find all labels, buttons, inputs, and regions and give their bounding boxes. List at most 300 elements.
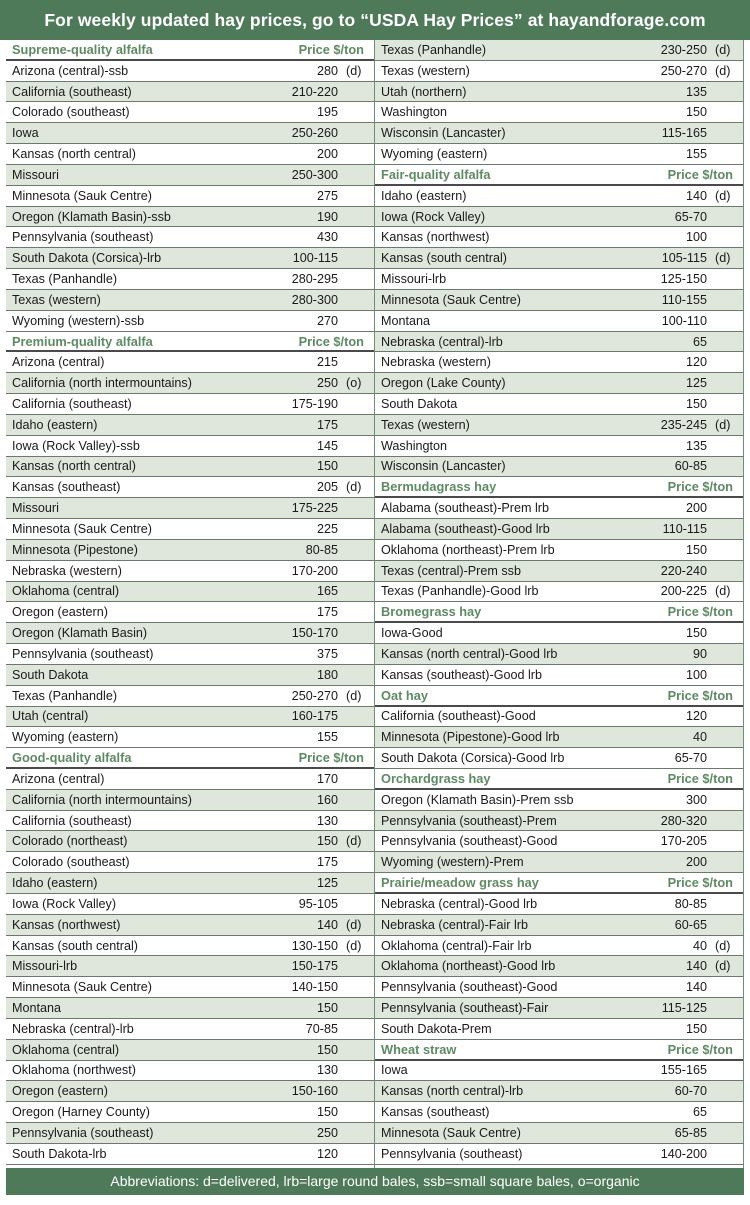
region-name: Missouri-lrb	[12, 959, 78, 974]
table-row	[6, 852, 374, 873]
region-name: Idaho (eastern)	[12, 876, 98, 891]
region-name: Missouri	[12, 501, 59, 516]
delivery-note: (d)	[715, 417, 731, 432]
table-row	[6, 61, 374, 82]
table-row	[375, 1019, 743, 1040]
table-row	[6, 1081, 374, 1102]
table-row	[375, 936, 743, 957]
region-name: Oklahoma (northeast)-Prem lrb	[381, 542, 555, 557]
delivery-note: (d)	[715, 938, 731, 953]
price-value: 140	[685, 188, 707, 203]
price-value: 165	[316, 584, 338, 599]
region-name: Pennsylvania (southeast)	[381, 1146, 523, 1161]
price-value: 130-150	[291, 938, 338, 953]
delivery-note: (d)	[346, 938, 362, 953]
region-name: Utah (northern)	[381, 84, 467, 99]
price-value: 40	[692, 938, 707, 953]
region-name: Wisconsin (Lancaster)	[381, 459, 506, 474]
section-title: Prairie/meadow grass hay	[381, 875, 539, 891]
delivery-note: (d)	[715, 251, 731, 266]
price-value: 125-150	[660, 272, 707, 287]
table-row	[6, 82, 374, 103]
region-name: Oregon (Lake County)	[381, 376, 506, 391]
price-value: 300	[685, 792, 707, 807]
table-row	[6, 915, 374, 936]
region-name: Utah (central)	[12, 709, 89, 724]
region-name: Oregon (Klamath Basin)-Prem ssb	[381, 792, 574, 807]
table-row	[6, 665, 374, 686]
price-value: 100-110	[661, 313, 707, 328]
price-column-label: Price $/ton	[667, 875, 733, 891]
price-column-label: Price $/ton	[667, 604, 733, 620]
table-row	[6, 977, 374, 998]
price-value: 80-85	[305, 542, 338, 557]
table-row	[6, 936, 374, 957]
price-value: 140	[316, 917, 338, 932]
price-value: 160-175	[291, 709, 338, 724]
region-name: Kansas (north central)	[12, 459, 136, 474]
price-value: 230-250	[660, 42, 707, 57]
price-column-label: Price $/ton	[667, 166, 733, 182]
table-row	[6, 394, 374, 415]
table-row	[375, 498, 743, 519]
price-value: 125	[685, 376, 707, 391]
price-value: 275	[316, 188, 338, 203]
table-row	[6, 873, 374, 894]
table-row	[6, 811, 374, 832]
region-name: Washington	[381, 105, 448, 120]
right-column	[375, 40, 744, 1168]
table-row	[375, 394, 743, 415]
region-name: Texas (Panhandle)	[12, 272, 118, 287]
region-name: Pennsylvania (southeast)-Good	[381, 980, 558, 995]
table-row	[6, 790, 374, 811]
table-row	[6, 831, 374, 852]
table-row	[375, 269, 743, 290]
price-value: 115-165	[661, 126, 707, 141]
price-value: 155	[685, 147, 707, 162]
region-name: Nebraska (western)	[12, 563, 122, 578]
table-row	[375, 540, 743, 561]
table-row	[6, 227, 374, 248]
delivery-note: (d)	[715, 188, 731, 203]
price-value: 140	[685, 980, 707, 995]
region-name: Arizona (central)	[12, 771, 105, 786]
table-row	[6, 1040, 374, 1061]
region-name: Nebraska (central)-Fair lrb	[381, 917, 528, 932]
table-row	[6, 623, 374, 644]
region-name: Oklahoma (central)-Fair lrb	[381, 938, 532, 953]
price-value: 110-115	[662, 521, 707, 536]
table-row	[6, 686, 374, 707]
left-column	[6, 40, 375, 1168]
price-table	[6, 40, 744, 1168]
table-row	[6, 123, 374, 144]
region-name: Arizona (central)	[12, 355, 105, 370]
price-value: 215	[316, 355, 338, 370]
region-name: Nebraska (central)-Good lrb	[381, 896, 538, 911]
price-value: 170-205	[660, 834, 707, 849]
price-value: 120	[685, 709, 707, 724]
table-row	[6, 165, 374, 186]
section-title: Wheat straw	[381, 1041, 457, 1057]
price-value: 250-260	[291, 126, 338, 141]
region-name: Minnesota (Sauk Centre)	[12, 980, 152, 995]
table-row	[6, 352, 374, 373]
delivery-note: (d)	[346, 834, 362, 849]
table-row	[6, 894, 374, 915]
table-row	[375, 1061, 743, 1082]
price-value: 135	[685, 84, 707, 99]
table-row	[6, 290, 374, 311]
region-name: South Dakota	[12, 667, 89, 682]
delivery-note: (d)	[346, 63, 362, 78]
price-value: 280-295	[291, 272, 338, 287]
price-value: 150	[316, 459, 338, 474]
price-column-label: Price $/ton	[298, 333, 364, 349]
price-value: 130	[316, 1063, 338, 1078]
banner-title: For weekly updated hay prices, go to “USDA Hay Prices” at hayandforage.com	[0, 0, 750, 40]
price-value: 65-70	[674, 209, 707, 224]
price-value: 250-270	[291, 688, 338, 703]
region-name: Minnesota (Sauk Centre)	[381, 292, 521, 307]
region-name: Washington	[381, 438, 448, 453]
table-row	[375, 102, 743, 123]
table-row	[375, 707, 743, 728]
price-value: 150	[316, 1105, 338, 1120]
region-name: Oklahoma (central)	[12, 1042, 120, 1057]
price-value: 150	[316, 834, 338, 849]
table-row	[375, 561, 743, 582]
region-name: Wyoming (western)-ssb	[12, 313, 145, 328]
table-row	[6, 498, 374, 519]
region-name: Pennsylvania (southeast)	[12, 646, 154, 661]
price-value: 100	[685, 667, 707, 682]
price-value: 150	[316, 1001, 338, 1015]
region-name: Kansas (northwest)	[12, 917, 121, 932]
table-row	[375, 644, 743, 665]
region-name: Wyoming (eastern)	[381, 147, 488, 162]
price-value: 150	[685, 542, 707, 557]
price-value: 155	[316, 730, 338, 745]
region-name: Iowa (Rock Valley)	[381, 209, 486, 224]
price-value: 270	[316, 313, 338, 328]
price-value: 175	[316, 855, 338, 870]
price-value: 80-85	[674, 896, 707, 911]
region-name: Pennsylvania (southeast)	[12, 230, 154, 245]
section-header	[6, 332, 374, 353]
table-row	[375, 415, 743, 436]
table-row	[375, 748, 743, 769]
section-header	[375, 873, 743, 894]
region-name: Kansas (north central)-lrb	[381, 1084, 524, 1099]
table-row	[6, 457, 374, 478]
price-value: 150	[685, 396, 707, 411]
table-row	[6, 415, 374, 436]
table-row	[375, 311, 743, 332]
price-value: 250-270	[660, 63, 707, 78]
region-name: Nebraska (western)	[381, 355, 491, 370]
abbreviations-footer: Abbreviations: d=delivered, lrb=large round bales, ssb=small square bales, o=organic	[6, 1168, 744, 1195]
price-value: 65	[692, 1105, 707, 1120]
table-row	[6, 186, 374, 207]
price-value: 195	[316, 105, 338, 120]
region-name: Texas (Panhandle)	[12, 688, 118, 703]
price-value: 60-85	[674, 459, 707, 474]
delivery-note: (d)	[346, 480, 362, 495]
price-value: 430	[316, 230, 338, 245]
region-name: Wisconsin (Lancaster)	[381, 126, 506, 141]
price-value: 65	[692, 334, 707, 349]
delivery-note: (d)	[346, 688, 362, 703]
section-title: Supreme-quality alfalfa	[12, 41, 153, 57]
table-row	[6, 727, 374, 748]
price-value: 200	[685, 501, 707, 516]
price-value: 280-300	[291, 292, 338, 307]
delivery-note: (d)	[715, 63, 731, 78]
price-value: 60-70	[674, 1084, 707, 1099]
region-name: Kansas (southeast)-Good lrb	[381, 667, 543, 682]
table-row	[6, 436, 374, 457]
price-value: 205	[316, 480, 338, 495]
region-name: South Dakota (Corsica)-lrb	[12, 251, 162, 266]
region-name: Texas (western)	[381, 63, 470, 78]
table-row	[6, 373, 374, 394]
table-row	[375, 436, 743, 457]
region-name: Kansas (north central)	[12, 147, 136, 162]
region-name: Missouri	[12, 167, 59, 182]
table-row	[375, 790, 743, 811]
table-row	[375, 1102, 743, 1123]
region-name: Pennsylvania (southeast)-Good	[381, 834, 558, 849]
region-name: Wyoming (western)-Prem	[381, 855, 524, 870]
price-value: 170	[316, 771, 338, 786]
table-row	[375, 831, 743, 852]
table-row	[6, 602, 374, 623]
table-row	[6, 102, 374, 123]
table-row	[375, 1144, 743, 1165]
region-name: Texas (central)-Prem ssb	[381, 563, 521, 578]
table-row	[6, 998, 374, 1019]
table-row	[6, 1061, 374, 1082]
table-row	[375, 207, 743, 228]
region-name: South Dakota-lrb	[12, 1146, 107, 1161]
region-name: Alabama (southeast)-Good lrb	[381, 521, 550, 536]
price-value: 140-200	[660, 1146, 707, 1161]
region-name: Kansas (northwest)	[381, 230, 490, 245]
region-name: Nebraska (central)-lrb	[12, 1021, 134, 1036]
table-row	[375, 665, 743, 686]
region-name: Alabama (southeast)-Prem lrb	[381, 501, 549, 516]
region-name: Minnesota (Sauk Centre)	[381, 1125, 521, 1140]
price-value: 100	[685, 230, 707, 245]
section-header	[375, 602, 743, 623]
price-column-label: Price $/ton	[298, 750, 364, 766]
table-row	[375, 457, 743, 478]
price-value: 40	[692, 730, 707, 745]
table-row	[375, 227, 743, 248]
price-value: 90	[692, 646, 707, 661]
table-row	[375, 1081, 743, 1102]
table-row	[6, 540, 374, 561]
section-title: Premium-quality alfalfa	[12, 333, 153, 349]
price-value: 160	[316, 792, 338, 807]
table-row	[6, 707, 374, 728]
table-row	[375, 623, 743, 644]
delivery-note: (d)	[715, 959, 731, 974]
region-name: Iowa	[12, 126, 39, 141]
table-row	[6, 956, 374, 977]
region-name: Oregon (Klamath Basin)	[12, 626, 148, 641]
price-value: 120	[316, 1146, 338, 1161]
price-value: 190	[316, 209, 338, 224]
table-row	[375, 582, 743, 603]
table-row	[6, 519, 374, 540]
table-row	[6, 311, 374, 332]
table-row	[6, 207, 374, 228]
table-row	[6, 1144, 374, 1165]
table-row	[375, 998, 743, 1019]
price-value: 140	[685, 959, 707, 974]
region-name: Colorado (northeast)	[12, 834, 128, 849]
section-header	[6, 40, 374, 61]
price-value: 95-105	[298, 896, 338, 911]
section-header	[375, 686, 743, 707]
price-value: 100-115	[292, 251, 338, 266]
section-header	[375, 477, 743, 498]
price-value: 150-175	[291, 959, 338, 974]
table-row	[375, 40, 743, 61]
price-value: 375	[316, 646, 338, 661]
region-name: Idaho (eastern)	[12, 417, 98, 432]
price-value: 125	[316, 876, 338, 891]
price-value: 200	[316, 147, 338, 162]
price-value: 175	[316, 417, 338, 432]
table-row	[6, 769, 374, 790]
region-name: Montana	[381, 313, 431, 328]
region-name: Nebraska (central)-lrb	[381, 334, 503, 349]
table-row	[6, 1102, 374, 1123]
table-row	[375, 248, 743, 269]
price-value: 150	[316, 1042, 338, 1057]
table-row	[6, 144, 374, 165]
price-value: 130	[316, 813, 338, 828]
section-title: Good-quality alfalfa	[12, 750, 132, 766]
table-row	[375, 915, 743, 936]
region-name: Oklahoma (central)	[12, 584, 120, 599]
region-name: Kansas (southeast)	[381, 1105, 490, 1120]
region-name: Missouri-lrb	[381, 272, 447, 287]
price-value: 60-65	[674, 917, 707, 932]
table-row	[375, 519, 743, 540]
region-name: Minnesota (Sauk Centre)	[12, 521, 152, 536]
region-name: Minnesota (Sauk Centre)	[12, 188, 152, 203]
price-value: 145	[316, 438, 338, 453]
price-value: 65-85	[674, 1125, 707, 1140]
region-name: Kansas (south central)	[12, 938, 138, 953]
region-name: Texas (Panhandle)	[381, 42, 487, 57]
table-row	[6, 644, 374, 665]
price-value: 170-200	[291, 563, 338, 578]
price-column-label: Price $/ton	[667, 770, 733, 786]
price-value: 280-320	[660, 813, 707, 828]
region-name: South Dakota	[381, 396, 458, 411]
price-column-label: Price $/ton	[667, 479, 733, 495]
table-row	[6, 477, 374, 498]
region-name: Colorado (southeast)	[12, 855, 130, 870]
region-name: Montana	[12, 1001, 62, 1015]
price-value: 150	[685, 1021, 707, 1036]
section-header	[375, 1040, 743, 1061]
price-value: 150-170	[291, 626, 338, 641]
table-row	[375, 144, 743, 165]
section-title: Bromegrass hay	[381, 604, 482, 620]
region-name: Oklahoma (northeast)-Good lrb	[381, 959, 556, 974]
table-row	[375, 727, 743, 748]
price-value: 220-240	[660, 563, 707, 578]
table-row	[375, 352, 743, 373]
table-row	[375, 1123, 743, 1144]
section-title: Fair-quality alfalfa	[381, 166, 491, 182]
price-value: 70-85	[305, 1021, 338, 1036]
table-row	[375, 82, 743, 103]
section-header	[375, 769, 743, 790]
table-row	[6, 582, 374, 603]
region-name: Arizona (central)-ssb	[12, 63, 129, 78]
price-value: 180	[316, 667, 338, 682]
region-name: Oregon (eastern)	[12, 605, 108, 620]
table-row	[375, 373, 743, 394]
region-name: Texas (western)	[12, 292, 101, 307]
region-name: Iowa (Rock Valley)	[12, 896, 117, 911]
price-value: 150	[685, 105, 707, 120]
region-name: Kansas (north central)-Good lrb	[381, 646, 558, 661]
price-value: 280	[316, 63, 338, 78]
section-header	[6, 748, 374, 769]
price-value: 120	[685, 355, 707, 370]
price-value: 200	[685, 855, 707, 870]
price-value: 155-165	[660, 1063, 707, 1078]
region-name: South Dakota (Corsica)-Good lrb	[381, 751, 565, 766]
delivery-note: (o)	[346, 376, 362, 391]
table-row	[375, 977, 743, 998]
region-name: Kansas (southeast)	[12, 480, 121, 495]
price-value: 235-245	[660, 417, 707, 432]
table-row	[375, 332, 743, 353]
region-name: California (southeast)-Good	[381, 709, 536, 724]
region-name: Oregon (Klamath Basin)-ssb	[12, 209, 171, 224]
region-name: Oregon (eastern)	[12, 1084, 108, 1099]
price-column-label: Price $/ton	[667, 1041, 733, 1057]
price-value: 150	[685, 626, 707, 641]
price-value: 225	[316, 521, 338, 536]
region-name: South Dakota-Prem	[381, 1021, 492, 1036]
price-value: 175	[316, 605, 338, 620]
region-name: Colorado (southeast)	[12, 105, 130, 120]
price-value: 105-115	[661, 251, 707, 266]
table-row	[375, 186, 743, 207]
table-row	[375, 894, 743, 915]
region-name: Iowa (Rock Valley)-ssb	[12, 438, 140, 453]
table-row	[6, 1019, 374, 1040]
region-name: Pennsylvania (southeast)-Prem	[381, 813, 557, 828]
region-name: California (north intermountains)	[12, 376, 192, 391]
table-row	[375, 61, 743, 82]
delivery-note: (d)	[346, 917, 362, 932]
section-header	[375, 165, 743, 186]
region-name: Iowa	[381, 1063, 408, 1078]
region-name: Pennsylvania (southeast)-Fair	[381, 1001, 549, 1015]
